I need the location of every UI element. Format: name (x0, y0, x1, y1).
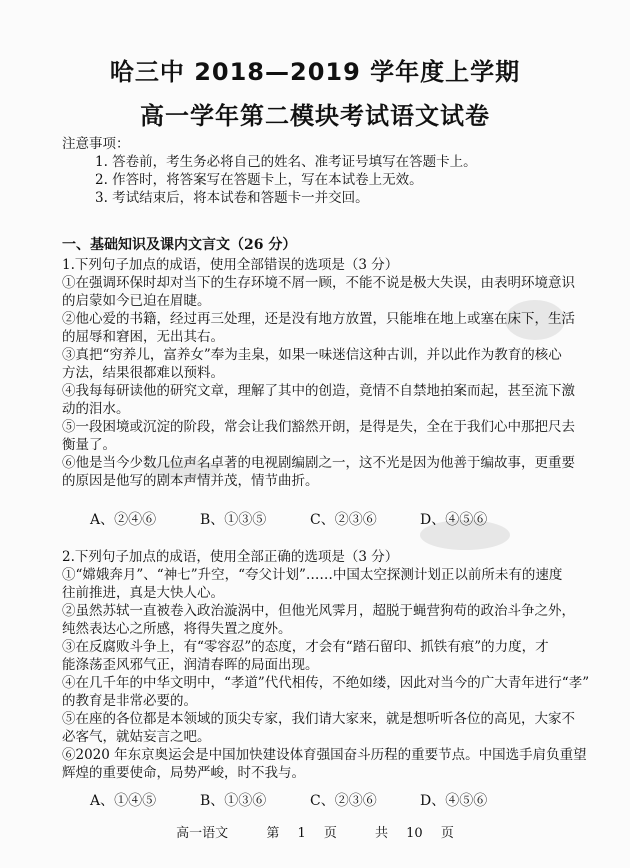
q2-line: ④在几千年的中华文明中，“孝道”代代相传，不绝如缕，因此对当今的广大青年进行“孝” (62, 675, 590, 691)
q2-line: 必客气，就姑妄言之吧。 (62, 729, 211, 745)
q1-line: 的启蒙如今已迫在眉睫。 (62, 293, 211, 309)
q2-line: 辉煌的重要使命，局势严峻，时不我与。 (62, 765, 305, 781)
q2-option-c: C、②③⑥ (310, 793, 377, 809)
q1-option-b: B、①③⑤ (200, 512, 267, 528)
q1-line: ⑤一段困境或沉淀的阶段，常会让我们豁然开朗，是得是失，全在于我们心中那把尺去 (62, 419, 575, 435)
notice-heading: 注意事项： (62, 136, 130, 152)
q2-line: 的教育是非常必要的。 (62, 693, 197, 709)
page-footer (0, 822, 630, 841)
q1-option-c: C、②③⑥ (310, 512, 377, 528)
q2-line: ⑤在座的各位都是本领域的顶尖专家，我们请大家来，就是想听听各位的高见，大家不 (62, 711, 575, 727)
q2-option-a: A、①④⑤ (90, 793, 157, 809)
q1-line: 衡量了。 (62, 437, 116, 453)
notice-item-2: 2. 作答时，将答案写在答题卡上，写在本试卷上无效。 (95, 172, 423, 188)
q1-line: 动的泪水。 (62, 401, 130, 417)
q2-option-d: D、④⑤⑥ (420, 793, 488, 809)
section-heading: 一、基础知识及课内文言文（26 分） (62, 237, 297, 253)
footer-subject: 高一语文 (176, 826, 229, 841)
q1-stem: 1.下列句子加点的成语，使用全部错误的选项是（3 分） (62, 257, 399, 273)
q1-line: ⑥他是当今少数几位声名卓著的电视剧编剧之一，这不光是因为他善于编故事，更重要 (62, 455, 575, 471)
footer-page-number: 第 1 页 (266, 826, 337, 841)
q1-line: 的原因是他写的剧本声情并茂，情节曲折。 (62, 473, 319, 489)
q1-line: ②他心爱的书籍，经过再三处理，还是没有地方放置，只能堆在地上或塞在床下，生活 (62, 311, 575, 327)
q1-line: ①在强调环保时却对当下的生存环境不屑一顾，不能不说是极大失误，由表明环境意识 (62, 275, 575, 291)
q2-option-b: B、①③⑥ (200, 793, 267, 809)
q2-line: ⑥2020 年东京奥运会是中国加快建设体育强国奋斗历程的重要节点。中国选手肩负重望 (62, 747, 587, 763)
notice-item-1: 1. 答卷前，考生务必将自己的姓名、准考证号填写在答题卡上。 (95, 154, 477, 170)
exam-title-line2: 高一学年第二模块考试语文试卷 (140, 102, 490, 130)
q1-option-a: A、②④⑥ (90, 512, 157, 528)
q2-line: 能涤荡歪风邪气正，润清春晖的局面出现。 (62, 657, 319, 673)
q2-line: ②虽然苏轼一直被卷入政治漩涡中，但他光风霁月，超脱于蝇营狗苟的政治斗争之外， (62, 603, 575, 619)
q2-line: ③在反腐败斗争上，有“零容忍”的态度，才会有“踏石留印、抓铁有痕”的力度，才 (62, 639, 549, 655)
q2-line: ①“嫦娥奔月”、“神七”升空，“夸父计划”……中国太空探测计划正以前所未有的速度 (62, 567, 563, 583)
q1-option-d: D、④⑤⑥ (420, 512, 488, 528)
q1-line: ③真把“穷养儿，富养女”奉为圭臬，如果一味迷信这种古训，并以此作为教育的核心 (62, 347, 562, 363)
notice-item-3: 3. 考试结束后，将本试卷和答题卡一并交回。 (95, 190, 369, 206)
footer-total-pages: 共 10 页 (375, 826, 454, 841)
q2-stem: 2.下列句子加点的成语，使用全部正确的选项是（3 分） (62, 549, 399, 565)
q1-line: ④我每每研读他的研究文章，理解了其中的创造，竟情不自禁地拍案而起，甚至流下激 (62, 383, 575, 399)
q2-line: 往前推进，真是大快人心。 (62, 585, 224, 601)
q2-line: 纯然表达心之所感，将得失置之度外。 (62, 621, 292, 637)
exam-title-line1: 哈三中 2018—2019 学年度上学期 (109, 58, 521, 86)
q1-line: 的屈辱和窘困，无出其右。 (62, 329, 224, 345)
q1-line: 方法，结果很都难以预料。 (62, 365, 224, 381)
